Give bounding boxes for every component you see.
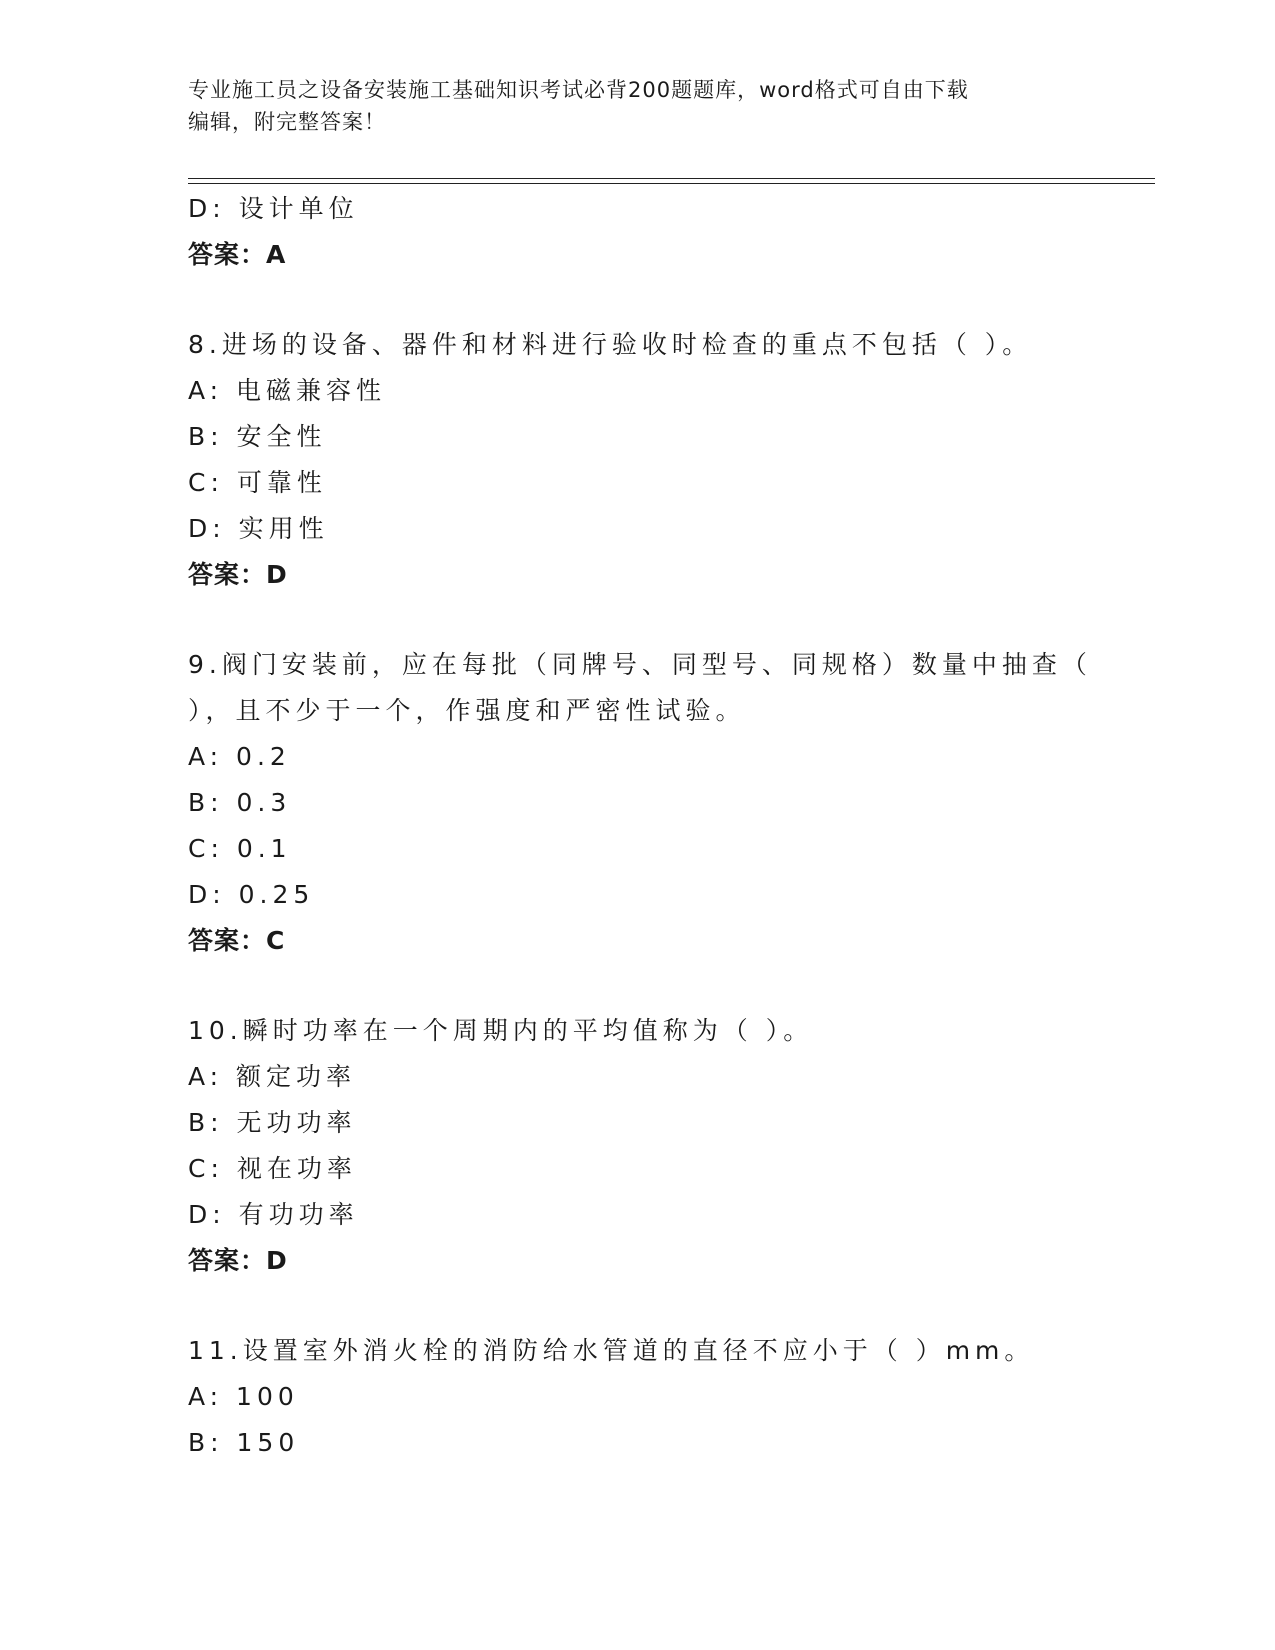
option-d: D: 实用性 [188,514,329,543]
option-d: D: 0.25 [188,880,315,909]
option-b: B: 0.3 [188,788,292,817]
question-8 [188,322,1148,598]
answer-line: 答案：C [188,926,286,955]
option-d: D: 设计单位 [188,194,359,223]
option-a: A: 额定功率 [188,1062,357,1091]
answer-line: 答案：D [188,560,288,589]
option-d: D: 有功功率 [188,1200,359,1229]
question-9 [188,642,1148,964]
header-line-1: 专业施工员之设备安装施工基础知识考试必背200题题库，word格式可自由下载 [188,78,969,102]
document-body [188,186,1148,1466]
option-b: B: 无功功率 [188,1108,357,1137]
option-b: B: 安全性 [188,422,327,451]
answer-line: 答案：D [188,1246,288,1275]
question-title: 11.设置室外消火栓的消防给水管道的直径不应小于（ ）mm。 [188,1336,1035,1365]
option-a: A: 电磁兼容性 [188,376,387,405]
answer-line: 答案：A [188,240,287,269]
question-7-tail [188,186,1148,278]
question-10 [188,1008,1148,1284]
option-a: A: 100 [188,1382,299,1411]
header-divider-bottom [188,183,1155,184]
question-11 [188,1328,1148,1466]
question-title-line-2: ），且不少于一个，作强度和严密性试验。 [188,696,746,725]
option-c: C: 可靠性 [188,468,327,497]
option-c: C: 0.1 [188,834,292,863]
option-a: A: 0.2 [188,742,291,771]
option-b: B: 150 [188,1428,300,1457]
header-line-2: 编辑，附完整答案！ [188,110,386,134]
question-title-line-1: 9.阀门安装前，应在每批（同牌号、同型号、同规格）数量中抽查（ [188,650,1092,679]
question-title: 10.瞬时功率在一个周期内的平均值称为（ ）。 [188,1016,814,1045]
option-c: C: 视在功率 [188,1154,357,1183]
question-title: 8.进场的设备、器件和材料进行验收时检查的重点不包括（ ）。 [188,330,1033,359]
document-header [188,74,1088,138]
header-divider-top [188,178,1155,179]
